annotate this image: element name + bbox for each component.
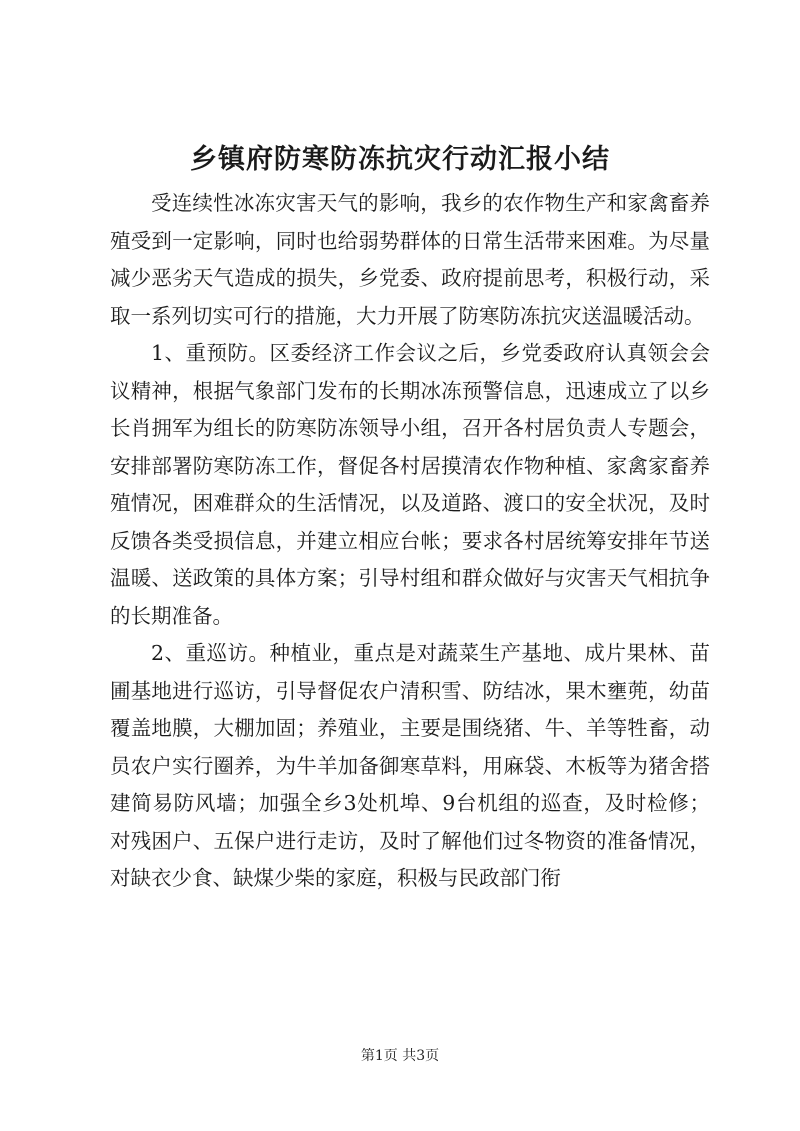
paragraph-inspection: 2、重巡访。种植业，重点是对蔬菜生产基地、成片果林、苗圃基地进行巡访，引导督促农户清积雪、防结冰，果木壅蔸，幼苗覆盖地膜，大棚加固；养殖业，主要是围绕猪、牛、羊等牲畜，动员农户实行圈养，为牛羊加备御寒草料，用麻袋、木板等为猪舍搭建简易防风墙；加强全乡3处机埠、9台机组的巡查，及时检修；对残困户、五保户进行走访，及时了解他们过冬物资的准备情况，对缺衣少食、缺煤少柴的家庭，积极与民政部门衔 [110, 641, 710, 890]
document-body [110, 185, 710, 898]
document-title: 乡镇府防寒防冻抗灾行动汇报小结 [190, 144, 610, 175]
paragraph-intro: 受连续性冰冻灾害天气的影响，我乡的农作物生产和家禽畜养殖受到一定影响，同时也给弱势群体的日常生活带来困难。为尽量减少恶劣天气造成的损失，乡党委、政府提前思考，积极行动，采取一系列切实可行的措施，大力开展了防寒防冻抗灾送温暖活动。 [110, 191, 710, 328]
paragraph-prevention: 1、重预防。区委经济工作会议之后，乡党委政府认真领会会议精神，根据气象部门发布的长期冰冻预警信息，迅速成立了以乡长肖拥军为组长的防寒防冻领导小组，召开各村居负责人专题会，安排部署防寒防冻工作，督促各村居摸清农作物种植、家禽家畜养殖情况，困难群众的生活情况，以及道路、渡口的安全状况，及时反馈各类受损信息，并建立相应台帐；要求各村居统筹安排年节送温暖、送政策的具体方案；引导村组和群众做好与灾害天气相抗争的长期准备。 [110, 341, 710, 628]
page-number-footer: 第1页 共3页 [360, 1048, 440, 1064]
